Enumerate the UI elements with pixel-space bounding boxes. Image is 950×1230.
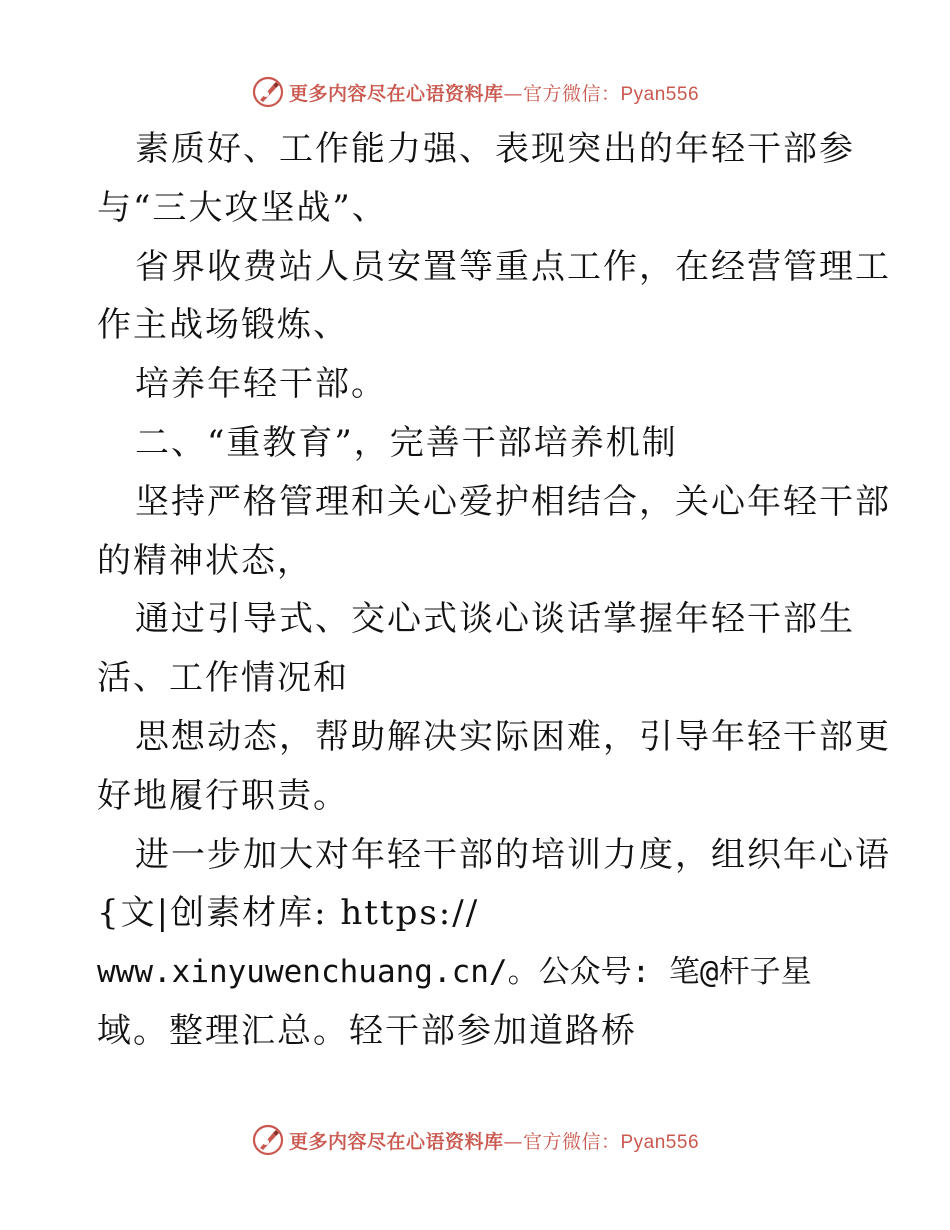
- section-heading: 二、“重教育”，完善干部培养机制: [135, 422, 678, 463]
- banner-separator: —: [503, 1130, 523, 1153]
- pen-logo-icon: [251, 1123, 285, 1157]
- document-body: [97, 120, 891, 1061]
- text-line: 通过引导式、交心式谈心谈话掌握年轻干部生: [135, 599, 855, 640]
- banner-wechat-account: Pyan556: [620, 1131, 700, 1153]
- text-line: 活、工作情况和: [97, 658, 349, 699]
- pen-logo-icon: [251, 75, 285, 109]
- banner-wechat-label: 官方微信：: [522, 82, 621, 105]
- text-line: 域。整理汇总。轻干部参加道路桥: [97, 1010, 637, 1051]
- banner-wechat-label: 官方微信：: [522, 1130, 621, 1153]
- banner-separator: —: [503, 82, 523, 105]
- banner-site-text: 更多内容尽在心语资料库: [288, 1130, 504, 1153]
- text-line: 思想动态，帮助解决实际困难，引导年轻干部更: [135, 716, 891, 757]
- text-line: 与“三大攻坚战”、: [97, 187, 388, 228]
- text-line: 培养年轻干部。: [135, 364, 387, 405]
- text-line: 好地履行职责。: [97, 775, 349, 816]
- text-line: 进一步加大对年轻干部的培训力度，组织年心语: [135, 834, 891, 875]
- header-banner: [0, 70, 950, 114]
- text-line: 的精神状态，: [97, 540, 313, 581]
- text-line: 素质好、工作能力强、表现突出的年轻干部参: [135, 129, 855, 169]
- text-line: 作主战场锻炼、: [97, 305, 349, 346]
- text-line: 省界收费站人员安置等重点工作，在经营管理工: [135, 246, 891, 287]
- banner-wechat-account: Pyan556: [620, 83, 700, 105]
- text-line: 坚持严格管理和关心爱护相结合，关心年轻干部: [135, 481, 891, 522]
- footer-banner: [0, 1118, 950, 1162]
- text-line: {文|创素材库: https://: [97, 893, 480, 934]
- text-line: www.xinyuwenchuang.cn/。公众号: 笔@杆子星: [97, 954, 812, 991]
- banner-site-text: 更多内容尽在心语资料库: [288, 82, 504, 105]
